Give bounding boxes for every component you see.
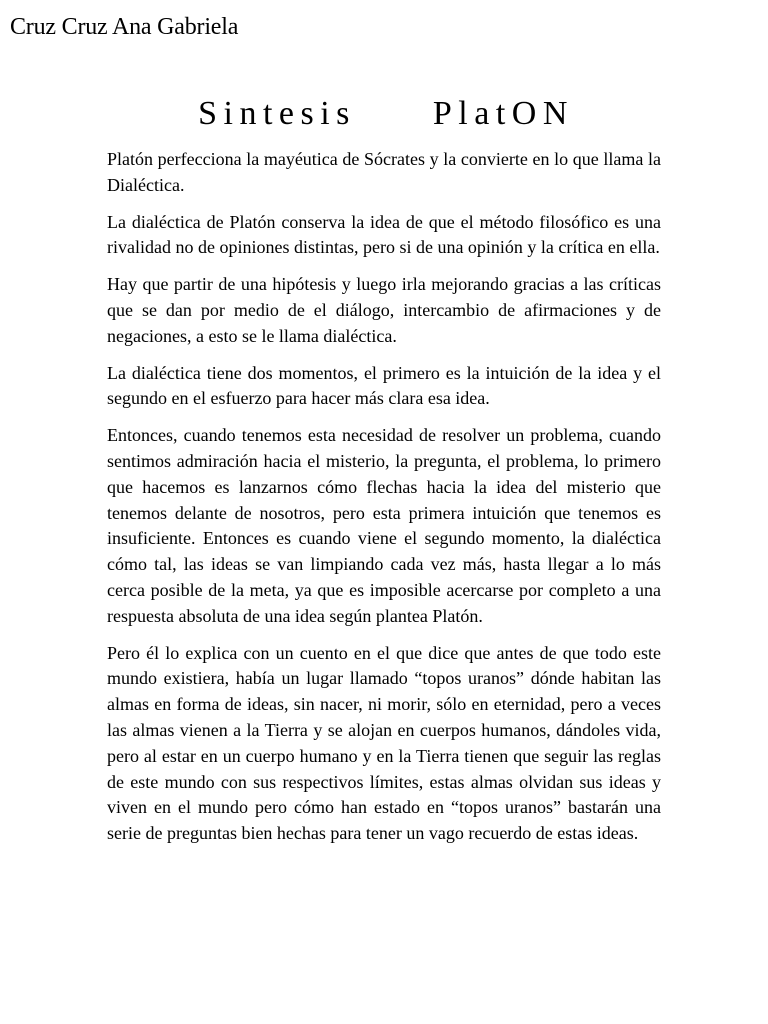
paragraph: Hay que partir de una hipótesis y luego irla mejorando gracias a las críticas que se dan por medio de el diálogo, intercambio de afirmaciones y de negaciones, a esto se le llama dialéctica.	[107, 274, 661, 346]
author-name: Cruz Cruz Ana Gabriela	[10, 14, 239, 40]
paragraph: Entonces, cuando tenemos esta necesidad de resolver un problema, cuando sentimos admiración hacia el misterio, la pregunta, el problema, lo primero que hacemos es lanzarnos cómo flechas hacia la idea del misterio que tenemos delante de nosotros, pero esta primera intuición que tenemos es insuficiente. Entonces es cuando viene el segundo momento, la dialéctica cómo tal, las ideas se van limpiando cada vez más, hasta llegar a lo más cerca posible de la meta, ya que es imposible acercarse por completo a una respuesta absoluta de una idea según plantea Platón.	[107, 425, 661, 626]
document-title: Sintesis PlatON	[198, 95, 574, 132]
paragraph: Pero él lo explica con un cuento en el que dice que antes de que todo este mundo existiera, había un lugar llamado “topos uranos” dónde habitan las almas en forma de ideas, sin nacer, ni morir, sólo en eternidad, pero a veces las almas vienen a la Tierra y se alojan en cuerpos humanos, dándoles vida, pero al estar en un cuerpo humano y en la Tierra tienen que seguir las reglas de este mundo con sus respectivos límites, estas almas olvidan sus ideas y viven en el mundo pero cómo han estado en “topos uranos” bastarán una serie de preguntas bien hechas para tener un vago recuerdo de estas ideas.	[107, 642, 661, 844]
paragraph: La dialéctica de Platón conserva la idea de que el método filosófico es una rivalidad no de opiniones distintas, pero si de una opinión y la crítica en ella.	[107, 211, 661, 258]
paragraph: La dialéctica tiene dos momentos, el primero es la intuición de la idea y el segundo en el esfuerzo para hacer más clara esa idea.	[107, 362, 661, 409]
document-body	[107, 147, 661, 858]
paragraph: Platón perfecciona la mayéutica de Sócrates y la convierte en lo que llama la Dialéctica.	[107, 149, 661, 195]
